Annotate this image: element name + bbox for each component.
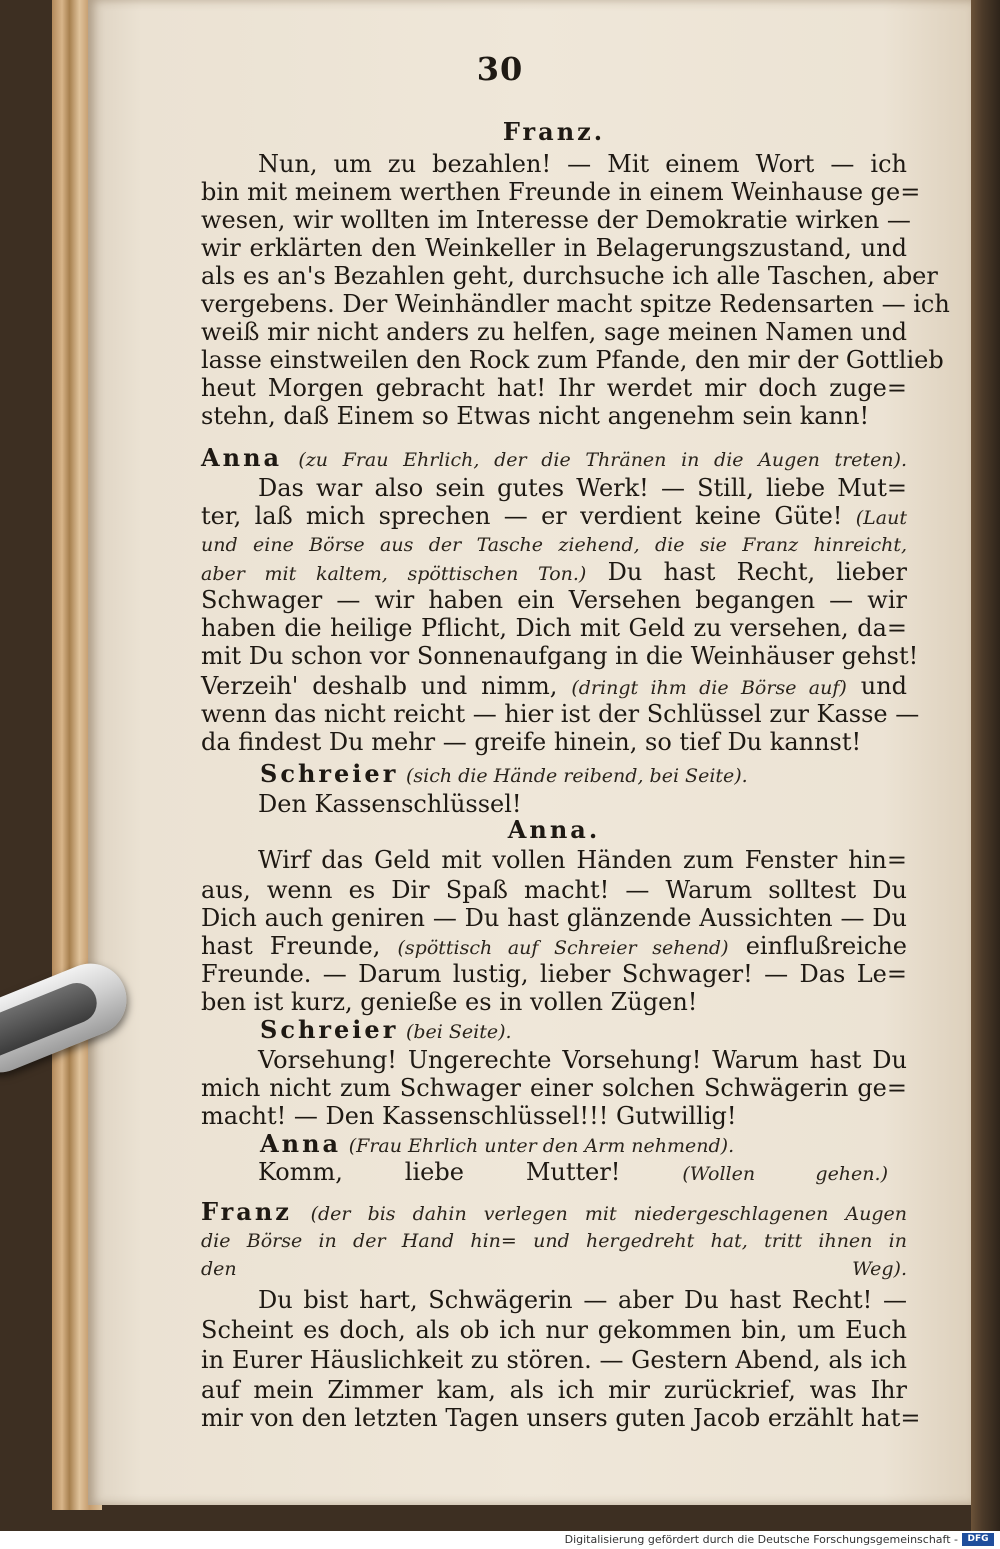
text-line [201, 642, 919, 670]
text-line [201, 206, 911, 234]
dialogue-text: ben ist kurz, genieße es in vollen Zügen! [201, 988, 698, 1016]
dialogue-text: wir erklärten den Weinkeller in Belagerungszustand, und [201, 234, 907, 262]
text-line [201, 1226, 907, 1255]
text-line [201, 374, 907, 402]
text-line [201, 290, 950, 318]
text-line [258, 1286, 907, 1314]
text-line [201, 586, 907, 614]
dialogue-text: mir von den letzten Tagen unsers guten Jacob erzählt hat= [201, 1404, 921, 1432]
text-line [258, 1046, 907, 1074]
dialogue-text: ter, laß mich sprechen — er verdient keine Güte! [201, 502, 843, 530]
text-line [201, 318, 907, 346]
dialogue-text: haben die heilige Pflicht, Dich mit Geld zu versehen, da= [201, 614, 907, 642]
text-line [201, 700, 920, 728]
footer-credit: Digitalisierung gefördert durch die Deutsche Forschungsgemeinschaft - [564, 1533, 958, 1546]
dialogue-text: Komm, liebe Mutter! [258, 1158, 621, 1186]
text-line [201, 262, 938, 290]
stage-direction: (spöttisch auf Schreier sehend) [397, 937, 729, 959]
text-line [201, 402, 907, 430]
text-line [201, 988, 907, 1016]
text-line [201, 1316, 907, 1344]
text-line [201, 728, 907, 756]
text-line [258, 150, 907, 178]
dialogue-text: Scheint es doch, als ob ich nur gekommen bin, um Euch [201, 1316, 907, 1344]
stage-direction: und eine Börse aus der Tasche ziehend, die sie Franz hinreicht, [201, 534, 907, 556]
dialogue-text: lasse einstweilen den Rock zum Pfande, den mir der Gottlieb [201, 346, 944, 374]
text-line [201, 1074, 907, 1102]
dialogue-text: hast Freunde, [201, 932, 381, 960]
text-line [201, 1198, 907, 1228]
dialogue-text: mich nicht zum Schwager einer solchen Schwägerin ge= [201, 1074, 907, 1102]
text-line [201, 346, 944, 374]
stage-direction: den Weg). [201, 1258, 907, 1280]
text-line [201, 502, 907, 532]
text-line [258, 474, 907, 502]
text-line [260, 1016, 860, 1046]
speaker-name: Schreier [260, 759, 399, 788]
text-line [201, 234, 907, 262]
stage-direction: (sich die Hände reibend, bei Seite). [405, 765, 748, 787]
text-line [201, 932, 907, 962]
stage-direction: (Wollen gehen.) [682, 1163, 888, 1185]
text-line [201, 444, 907, 474]
dialogue-text: einflußreiche [745, 932, 907, 960]
dialogue-text: Du bist hart, Schwägerin — aber Du hast Recht! — [258, 1286, 907, 1314]
dialogue-text: Schwager — wir haben ein Versehen begangen — wir [201, 586, 907, 614]
speaker-name: Anna [260, 1129, 342, 1158]
text-line [201, 1376, 907, 1404]
dialogue-text: Dich auch geniren — Du hast glänzende Aussichten — Du [201, 904, 907, 932]
text-line [201, 614, 907, 642]
dialogue-text: Das war also sein gutes Werk! — Still, liebe Mut= [258, 474, 907, 502]
text-line [201, 1404, 921, 1432]
dialogue-text: Verzeih' deshalb und nimm, [201, 672, 558, 700]
speaker-name: Franz. [502, 117, 606, 146]
dialogue-text: Den Kassenschlüssel! [258, 790, 522, 818]
text-line [201, 1254, 907, 1283]
speaker-name: Anna [201, 443, 283, 472]
text-line [201, 178, 921, 206]
dialogue-text: als es an's Bezahlen geht, durchsuche ich alle Taschen, aber [201, 262, 938, 290]
dialogue-text: Wirf das Geld mit vollen Händen zum Fenster hin= [258, 846, 907, 874]
dialogue-text: Nun, um zu bezahlen! — Mit einem Wort — ich [258, 150, 907, 178]
stage-direction: (bei Seite). [405, 1021, 512, 1043]
text-line [201, 558, 907, 588]
dialogue-text: wesen, wir wollten im Interesse der Demokratie wirken — [201, 206, 911, 234]
footer-bar [0, 1531, 1000, 1549]
dialogue-text: aus, wenn es Dir Spaß macht! — Warum solltest Du [201, 876, 907, 904]
text-line [201, 118, 907, 146]
stage-direction: (zu Frau Ehrlich, der die Thränen in die Augen treten). [298, 449, 907, 471]
text-line [201, 1346, 907, 1374]
text-line [201, 960, 907, 988]
dialogue-text: auf mein Zimmer kam, als ich mir zurückrief, was Ihr [201, 1376, 907, 1404]
stage-direction: (dringt ihm die Börse auf) [571, 677, 847, 699]
speaker-name: Anna. [507, 815, 601, 844]
dialogue-text: vergebens. Der Weinhändler macht spitze Redensarten — ich [201, 290, 950, 318]
stage-direction: die Börse in der Hand hin= und hergedreht hat, tritt ihnen in [201, 1230, 907, 1252]
stage-direction: (der bis dahin verlegen mit niedergeschlagenen Augen [310, 1203, 907, 1225]
dfg-logo: DFG [962, 1533, 994, 1546]
dialogue-text: da findest Du mehr — greife hinein, so tief Du kannst! [201, 728, 862, 756]
book-cover-edge [971, 0, 1000, 1531]
speaker-name: Schreier [260, 1015, 399, 1044]
stage-direction: aber mit kaltem, spöttischen Ton.) [201, 563, 587, 585]
dialogue-text: und [860, 672, 908, 700]
text-line [201, 904, 907, 932]
text-line [201, 530, 907, 559]
text-line [201, 672, 907, 702]
text-line [201, 816, 907, 844]
text-line [258, 846, 907, 874]
text-line [201, 876, 907, 904]
text-line [258, 790, 964, 818]
text-line [201, 1102, 907, 1130]
page-number: 30 [476, 50, 524, 88]
dialogue-text: in Eurer Häuslichkeit zu stören. — Gestern Abend, als ich [201, 1346, 907, 1374]
text-line [260, 760, 860, 790]
dialogue-text: stehn, daß Einem so Etwas nicht angenehm sein kann! [201, 402, 870, 430]
speaker-name: Franz [201, 1197, 292, 1226]
text-line [260, 1130, 860, 1160]
dialogue-text: weiß mir nicht anders zu helfen, sage meinen Namen und [201, 318, 907, 346]
dialogue-text: wenn das nicht reicht — hier ist der Schlüssel zur Kasse — [201, 700, 920, 728]
dialogue-text: bin mit meinem werthen Freunde in einem Weinhause ge= [201, 178, 921, 206]
dialogue-text: mit Du schon vor Sonnenaufgang in die Weinhäuser gehst! [201, 642, 919, 670]
dialogue-text: Freunde. — Darum lustig, lieber Schwager! — Das Le= [201, 960, 907, 988]
text-line [258, 1158, 888, 1188]
stage-direction: (Frau Ehrlich unter den Arm nehmend). [348, 1135, 735, 1157]
dialogue-text: Du hast Recht, lieber [607, 558, 907, 586]
dialogue-text: Vorsehung! Ungerechte Vorsehung! Warum hast Du [258, 1046, 907, 1074]
dialogue-text: heut Morgen gebracht hat! Ihr werdet mir doch zuge= [201, 374, 907, 402]
dialogue-text: macht! — Den Kassenschlüssel!!! Gutwillig! [201, 1102, 737, 1130]
stage-direction: (Laut [855, 507, 907, 529]
